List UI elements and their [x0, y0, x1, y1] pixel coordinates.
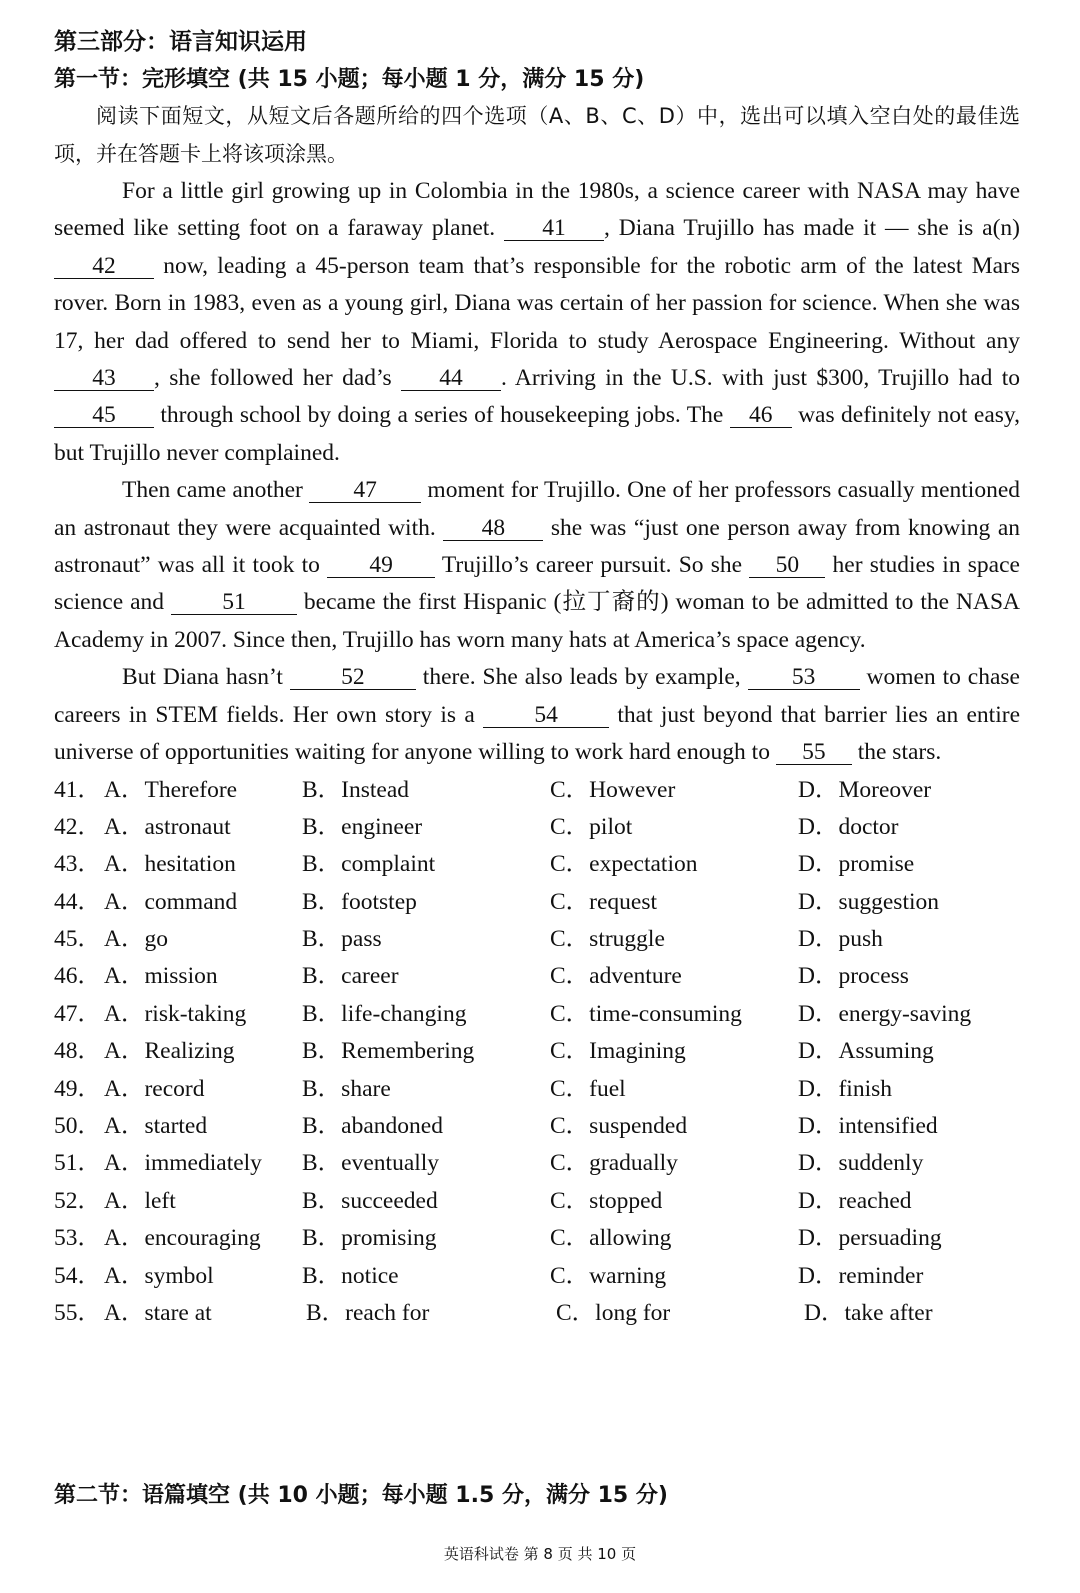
instruction: 阅读下面短文，从短文后各题所给的四个选项（A、B、C、D）中，选出可以填入空白处的最佳选项，并在答题卡上将该项涂黑。 [54, 104, 1020, 166]
part-title: 第三部分：语言知识运用 [54, 29, 307, 55]
question-41: 41． A．Therefore B．Instead C．However D．Moreover [54, 776, 932, 803]
blank-53: 53 [748, 665, 860, 690]
question-49: 49． A．record B．share C．fuel D．finish [54, 1075, 892, 1102]
question-51: 51． A．immediately B．eventually C．gradually D．suddenly [54, 1150, 924, 1177]
question-44: 44． A．command B．footstep C．request D．suggestion [54, 888, 939, 915]
blank-42: 42 [54, 254, 154, 279]
question-46: 46． A．mission B．career C．adventure D．process [54, 963, 909, 990]
section2-title: 第二节：语篇填空 (共 10 小题；每小题 1.5 分，满分 15 分) [54, 1483, 668, 1508]
blank-44: 44 [401, 366, 501, 391]
blank-49: 49 [327, 553, 435, 578]
question-53: 53． A．encouraging B．promising C．allowing D．persuading [54, 1225, 942, 1252]
exam-page [54, 22, 1020, 1332]
section1-title: 第一节：完形填空 (共 15 小题；每小题 1 分，满分 15 分) [54, 67, 645, 92]
blank-47: 47 [309, 478, 421, 503]
question-43: 43． A．hesitation B．complaint C．expectation D．promise [54, 851, 915, 878]
blank-48: 48 [443, 516, 543, 541]
question-42: 42． A．astronaut B．engineer C．pilot D．doctor [54, 813, 899, 840]
blank-55: 55 [776, 740, 852, 765]
options-list [54, 772, 1020, 1333]
page-footer: 英语科试卷 第 8 页 共 10 页 [443, 1545, 637, 1563]
blank-52: 52 [290, 665, 416, 690]
passage-paragraph-1: For a little girl growing up in Colombia in the 1980s, a science career with NASA may have seemed like setting foot on a faraway planet. 41 , Diana Trujillo has made it — she is a(n) 42 now, leading a 45-person team that’s responsible for the robotic arm of the latest Mars rover. Born in 1983, even as a young girl, Diana was certain of her passion for science. When she was 17, her dad offered to send her to Miami, Florida to study Aerospace Engineering. Without any 43 , she followed her dad’s 44 . Arriving in the U.S. with just $300, Trujillo had to 45 through school by doing a series of housekeeping jobs. The 46 was definitely not easy, but Trujillo never complained. [54, 178, 1020, 466]
blank-41: 41 [504, 216, 604, 241]
question-45: 45． A．go B．pass C．struggle D．push [54, 926, 883, 953]
passage-paragraph-2: Then came another 47 moment for Trujillo. One of her professors casually mentioned an astronaut they were acquainted with. 48 she was “just one person away from knowing an astronaut” was all it took to 49 Trujillo’s career pursuit. So she 50 her studies in space science and 51 became the first Hispanic (拉丁裔的) woman to be admitted to the NASA Academy in 2007. Since then, Trujillo has worn many hats at America’s space agency. [54, 477, 1020, 653]
blank-46: 46 [730, 403, 792, 428]
question-54: 54． A．symbol B．notice C．warning D．reminder [54, 1262, 924, 1289]
question-52: 52． A．left B．succeeded C．stopped D．reached [54, 1187, 912, 1214]
question-50: 50． A．started B．abandoned C．suspended D．intensified [54, 1113, 938, 1140]
blank-54: 54 [483, 703, 609, 728]
blank-43: 43 [54, 366, 154, 391]
blank-50: 50 [749, 553, 825, 578]
passage-paragraph-3: But Diana hasn’t 52 there. She also leads by example, 53 women to chase careers in STEM fields. Her own story is a 54 that just beyond that barrier lies an entire universe of opportunities waiting for anyone willing to work hard enough to 55 the stars. [54, 664, 1020, 766]
question-55: 55． A．stare at B．reach for C．long for D．take after [54, 1299, 933, 1326]
blank-45: 45 [54, 403, 154, 428]
question-47: 47． A．risk-taking B．life-changing C．time-consuming D．energy-saving [54, 1000, 972, 1027]
blank-51: 51 [171, 590, 297, 615]
question-48: 48． A．Realizing B．Remembering C．Imagining D．Assuming [54, 1038, 934, 1065]
